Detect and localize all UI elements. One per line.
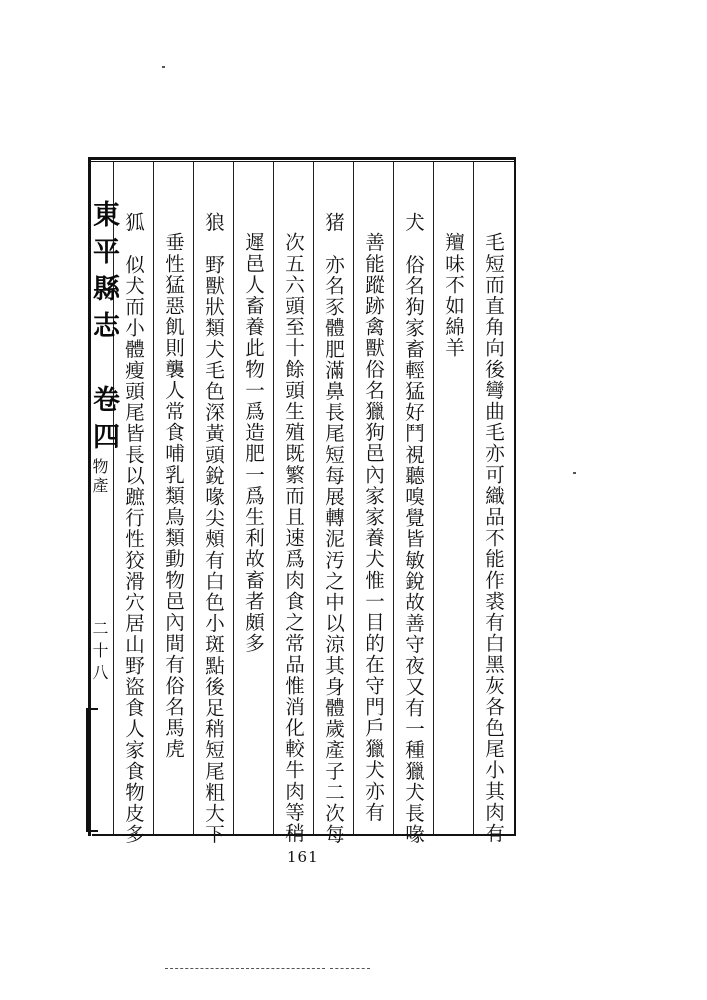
frame-top-border: [88, 157, 516, 160]
text-column-10: 狐 似犬而小體瘦頭尾皆長以蹠行性狡滑穴居山野盜食人家食物皮多: [122, 212, 145, 845]
column-rule: [273, 162, 274, 834]
text-column-4: 善能蹤跡禽獸俗名獵狗邑內家家養犬惟一目的在守門戶獵犬亦有: [362, 232, 385, 823]
page-number: 161: [287, 848, 319, 866]
text-column-3: 犬 俗名狗家畜輕猛好鬥視聽嗅覺皆敏銳故善守夜又有一種獵犬長喙: [402, 212, 425, 845]
text-column-6: 次五六頭至十餘頭生殖既繁而且速爲肉食之常品惟消化較牛肉等稍: [282, 232, 305, 844]
text-column-8: 狼 野獸狀類犬毛色深黃頭銳喙尖頰有白色小斑點後足稍短尾粗大下: [202, 212, 225, 845]
column-rule: [433, 162, 434, 834]
column-rule: [473, 162, 474, 834]
section-label: 物產: [90, 458, 109, 496]
text-column-2: 羶味不如綿羊: [442, 232, 465, 359]
margin-bracket: [86, 708, 98, 832]
scan-speck: [573, 472, 576, 474]
frame-right-border: [514, 157, 516, 836]
book-title: 東平縣志 卷四: [88, 200, 119, 459]
column-rule: [193, 162, 194, 834]
column-rule: [393, 162, 394, 834]
text-column-7: 遲邑人畜養此物一爲造肥一爲生利故畜者頗多: [242, 232, 265, 654]
column-rule: [233, 162, 234, 834]
text-column-1: 毛短而直角向後彎曲毛亦可織品不能作裘有白黑灰各色尾小其肉有: [482, 232, 505, 844]
scan-artifact-line: [330, 968, 370, 970]
column-rule: [153, 162, 154, 834]
text-column-9: 垂性猛惡飢則襲人常食哺乳類鳥類動物邑內間有俗名馬虎: [162, 232, 185, 760]
text-column-5: 猪 亦名豕體肥滿鼻長尾短每展轉泥汚之中以涼其身體歲產子二次每: [322, 212, 345, 845]
scan-speck: [162, 66, 165, 68]
leaf-number: 二十八: [90, 620, 109, 686]
scan-artifact-line: [165, 968, 325, 970]
column-rule: [353, 162, 354, 834]
column-rule: [313, 162, 314, 834]
